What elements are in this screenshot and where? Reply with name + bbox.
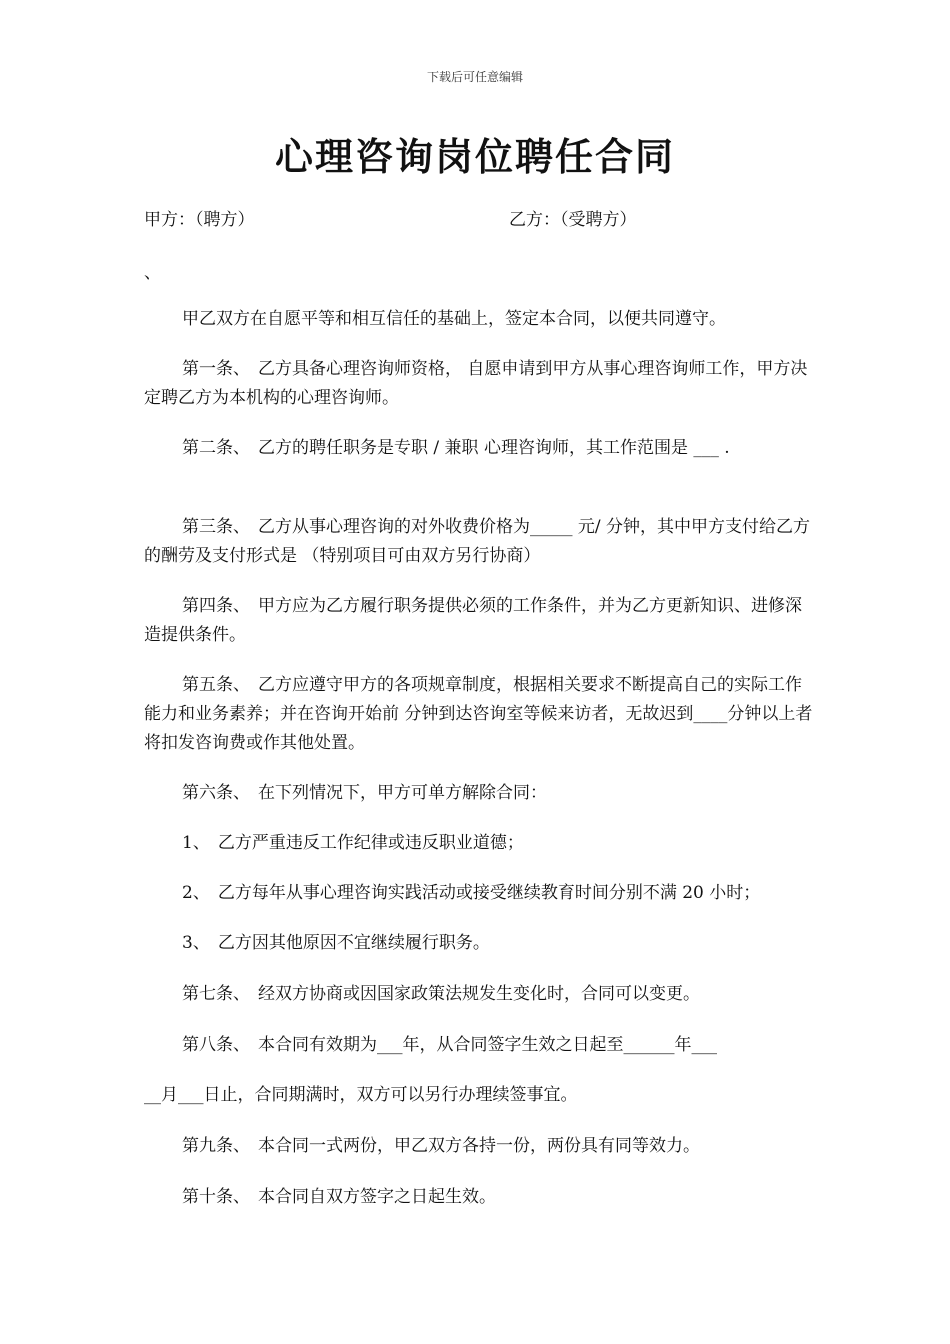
article-label: 第五条、 <box>182 675 250 695</box>
article-text: 乙方应遵守甲方的各项规章制度，根据相关要求不断提高自己的实际工作能力和业务素养；并在咨询开始前 分钟到达咨询室等候来访者，无故迟到____分钟以上者将扣发咨询费或作其他处置。 <box>144 675 813 753</box>
article-label: 第四条、 <box>182 596 250 616</box>
article-label: 第一条、 <box>182 359 250 379</box>
article-label: 第七条、 <box>182 984 250 1004</box>
article-10 <box>144 1183 816 1212</box>
party-b-label: 乙方：（受聘方） <box>509 210 637 230</box>
article-text: 甲方应为乙方履行职务提供必须的工作条件，并为乙方更新知识、进修深造提供条件。 <box>144 596 802 645</box>
article-label: 第二条、 <box>182 438 250 458</box>
article-label: 第三条、 <box>182 517 250 537</box>
article-label: 第八条、 <box>182 1035 250 1055</box>
page-title: 心理咨询岗位聘任合同 <box>274 135 675 179</box>
header-note: 下载后可任意编辑 <box>426 70 523 84</box>
article-9 <box>144 1132 816 1161</box>
article-label: 第十条、 <box>182 1187 250 1207</box>
clause-2 <box>144 879 816 908</box>
article-8-continued <box>144 1081 816 1110</box>
party-a-label: 甲方：（聘方） <box>144 210 255 230</box>
intro-paragraph: 甲乙双方在自愿平等和相互信任的基础上，签定本合同，以便共同遵守。 <box>182 309 726 329</box>
clause-label: 1、 <box>182 833 210 853</box>
article-text: __月___日止，合同期满时，双方可以另行办理续签事宜。 <box>144 1085 578 1105</box>
article-8 <box>144 1031 816 1060</box>
clause-3 <box>144 929 816 958</box>
party-row <box>144 205 824 229</box>
article-1 <box>144 355 816 413</box>
article-5 <box>144 671 816 758</box>
article-text: 本合同有效期为___年，从合同签字生效之日起至______年___ <box>258 1035 717 1055</box>
clause-label: 3、 <box>182 933 210 953</box>
article-text: 在下列情况下，甲方可单方解除合同： <box>258 783 547 803</box>
article-label: 第六条、 <box>182 783 250 803</box>
article-text: 本合同自双方签字之日起生效。 <box>258 1187 496 1207</box>
article-7 <box>144 980 816 1009</box>
article-2 <box>144 434 816 463</box>
article-3 <box>144 513 816 571</box>
article-text: 乙方的聘任职务是专职 / 兼职 心理咨询师，其工作范围是 ___ . <box>258 438 730 458</box>
clause-text: 乙方因其他原因不宜继续履行职务。 <box>217 933 490 953</box>
clause-label: 2、 <box>182 883 210 903</box>
clause-text: 乙方严重违反工作纪律或违反职业道德； <box>217 833 524 853</box>
article-label: 第九条、 <box>182 1136 250 1156</box>
article-text: 乙方具备心理咨询师资格， 自愿申请到甲方从事心理咨询师工作，甲方决定聘乙方为本机构的心理咨询师。 <box>144 359 808 408</box>
article-6 <box>144 779 816 808</box>
article-text: 本合同一式两份，甲乙双方各持一份，两份具有同等效力。 <box>258 1136 700 1156</box>
article-text: 乙方从事心理咨询的对外收费价格为_____ 元/ 分钟，其中甲方支付给乙方的酬劳及支付形式是 （特别项目可由双方另行协商） <box>144 517 811 566</box>
article-4 <box>144 592 816 650</box>
stray-mark: 、 <box>144 263 161 283</box>
clause-text: 乙方每年从事心理咨询实践活动或接受继续教育时间分别不满 20 小时； <box>217 883 761 903</box>
article-text: 经双方协商或因国家政策法规发生变化时，合同可以变更。 <box>258 984 700 1004</box>
clause-1 <box>144 829 816 858</box>
